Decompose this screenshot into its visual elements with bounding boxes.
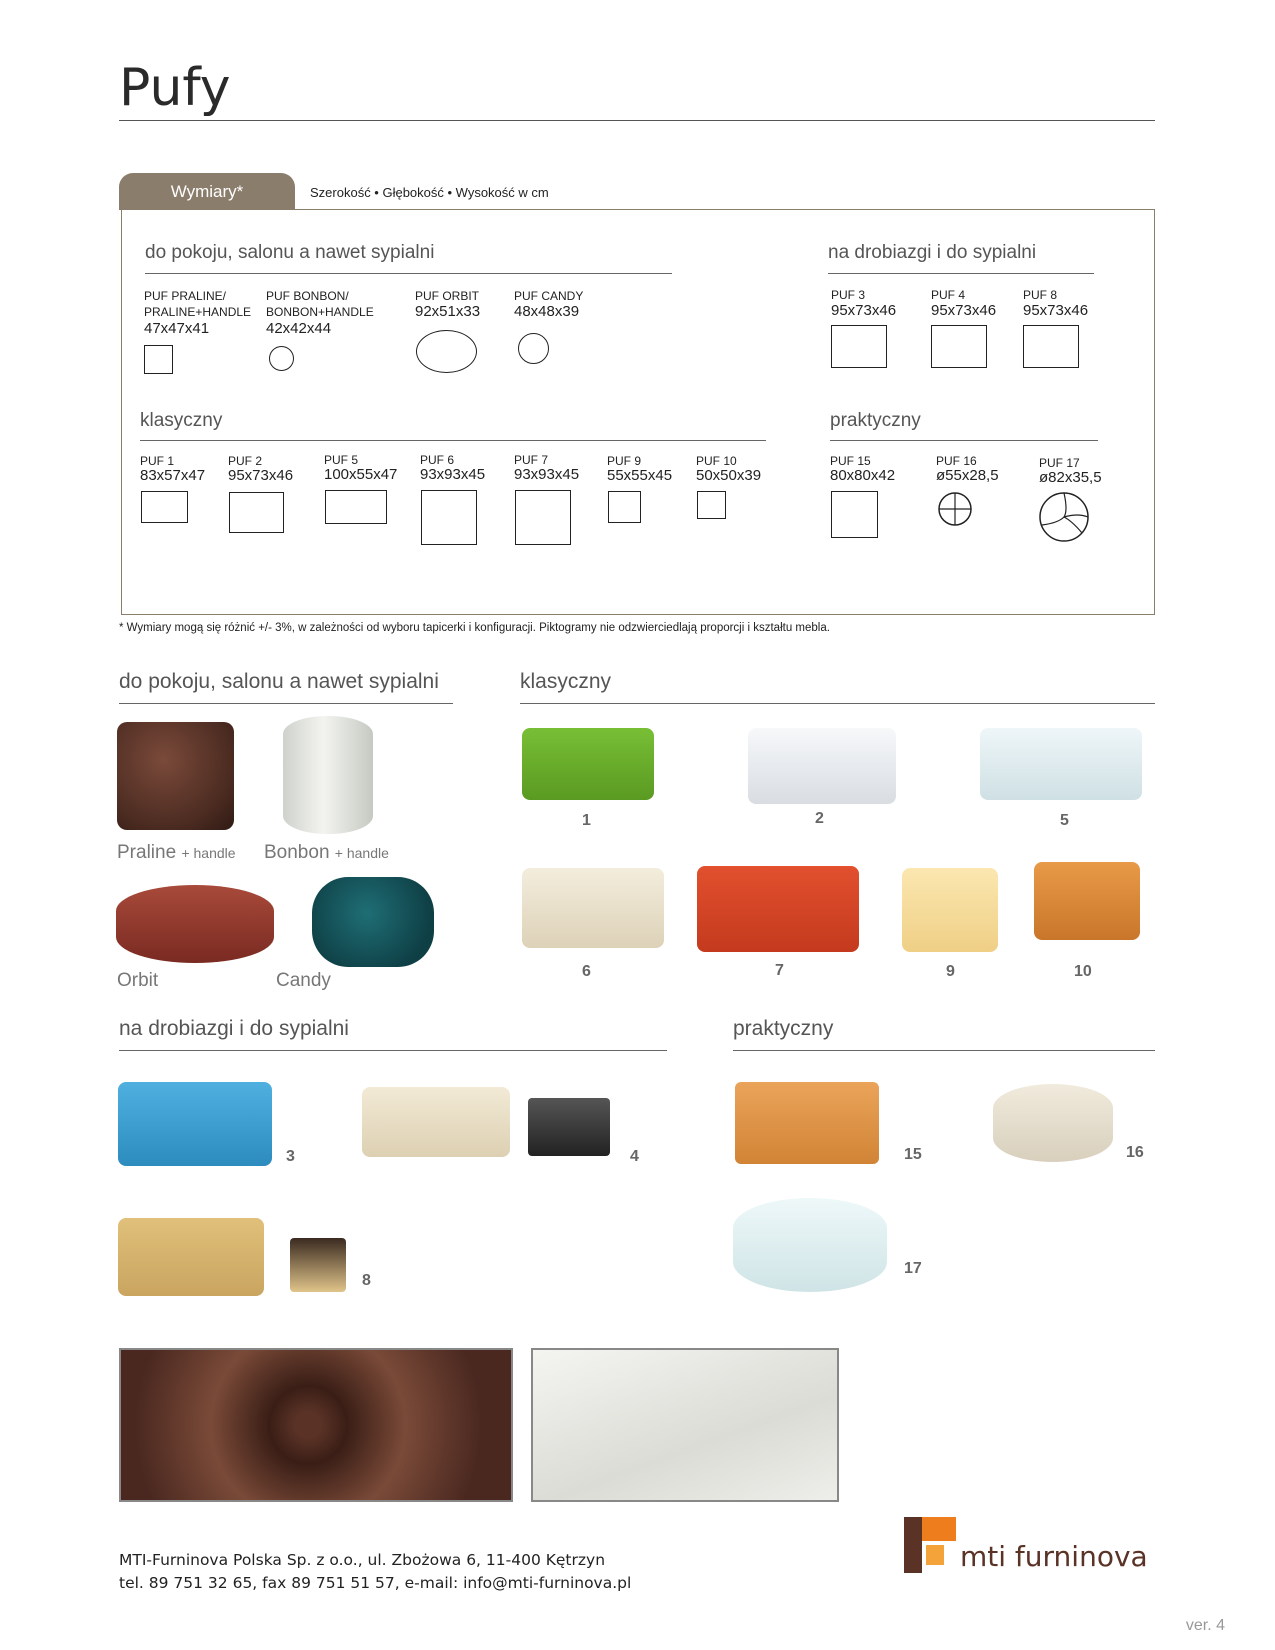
puf-9-number: 9 xyxy=(946,963,955,980)
puf-4-size: 95x73x46 xyxy=(931,302,997,319)
puf-4-open-photo xyxy=(528,1098,610,1156)
section-divider xyxy=(119,1050,667,1051)
puf-4-label: PUF 4 xyxy=(931,288,966,302)
puf-16-photo xyxy=(993,1084,1113,1162)
gallery-category-room: do pokoju, salonu a nawet sypialni xyxy=(119,670,439,693)
puf-17-size: ø82x35,5 xyxy=(1039,469,1102,486)
puf-bonbon-size: 42x42x44 xyxy=(266,320,332,337)
puf-8-open-photo xyxy=(290,1238,346,1292)
title-divider xyxy=(119,120,1155,121)
mti-furninova-logo-mark xyxy=(904,1517,956,1573)
version-label: ver. 4 xyxy=(1185,1617,1225,1634)
section-divider xyxy=(140,440,766,441)
dims-section-bedroom: na drobiazgi i do sypialni xyxy=(828,242,1037,263)
page-title: Pufy xyxy=(119,58,231,118)
rect-pictogram xyxy=(229,492,284,533)
dimensions-note: Szerokość • Głębokość • Wysokość w cm xyxy=(310,185,549,200)
puf-10-label: PUF 10 xyxy=(696,454,737,468)
puf-16-number: 16 xyxy=(1126,1144,1144,1161)
dims-section-classic: klasyczny xyxy=(140,410,223,431)
dimensions-tab: Wymiary* xyxy=(119,173,295,210)
puf-bonbon-label: PUF BONBON/ BONBON+HANDLE xyxy=(266,289,374,319)
puf-5-label: PUF 5 xyxy=(324,453,359,467)
leather-detail-photo xyxy=(119,1348,513,1502)
puf-6-size: 93x93x45 xyxy=(420,466,486,483)
square-pictogram xyxy=(831,491,878,538)
puf-6-number: 6 xyxy=(582,963,591,980)
rect-pictogram xyxy=(325,490,387,524)
puf-6-photo xyxy=(522,868,664,948)
puf-10-number: 10 xyxy=(1074,963,1092,980)
puf-17-label: PUF 17 xyxy=(1039,456,1080,470)
puf-7-size: 93x93x45 xyxy=(514,466,580,483)
puf-1-label: PUF 1 xyxy=(140,454,175,468)
puf-3-photo xyxy=(118,1082,272,1166)
puf-15-size: 80x80x42 xyxy=(830,467,896,484)
praline-caption: Praline + handle xyxy=(117,842,236,863)
rect-pictogram xyxy=(931,325,987,368)
rect-pictogram xyxy=(831,325,887,368)
puf-7-label: PUF 7 xyxy=(514,453,549,467)
puf-17-photo xyxy=(733,1198,887,1292)
round-pouf-pictogram xyxy=(1038,491,1090,543)
puf-10-photo xyxy=(1034,862,1140,940)
square-pictogram xyxy=(144,345,173,374)
section-divider xyxy=(828,273,1094,274)
puf-1-size: 83x57x47 xyxy=(140,467,206,484)
puf-9-photo xyxy=(902,868,998,952)
puf-1-number: 1 xyxy=(582,812,591,829)
mti-furninova-logo-text: mti furninova xyxy=(960,1540,1148,1573)
puf-4-photo xyxy=(362,1087,510,1157)
puf-orbit-label: PUF ORBIT xyxy=(415,289,480,303)
puf-4-number: 4 xyxy=(630,1148,639,1165)
handle-detail-photo xyxy=(531,1348,839,1502)
puf-5-number: 5 xyxy=(1060,812,1069,829)
puf-candy-size: 48x48x39 xyxy=(514,303,580,320)
round-pouf-pictogram xyxy=(937,491,973,527)
puf-8-size: 95x73x46 xyxy=(1023,302,1089,319)
dims-section-room: do pokoju, salonu a nawet sypialni xyxy=(145,242,435,263)
puf-3-size: 95x73x46 xyxy=(831,302,897,319)
bonbon-photo xyxy=(283,716,373,834)
puf-10-size: 50x50x39 xyxy=(696,467,762,484)
puf-praline-label: PUF PRALINE/ PRALINE+HANDLE xyxy=(144,289,252,319)
puf-3-number: 3 xyxy=(286,1148,295,1165)
rect-pictogram xyxy=(1023,325,1079,368)
oval-pictogram xyxy=(416,330,477,373)
puf-8-label: PUF 8 xyxy=(1023,288,1058,302)
puf-17-number: 17 xyxy=(904,1260,922,1277)
gallery-category-bedroom: na drobiazgi i do sypialni xyxy=(119,1017,349,1040)
praline-photo xyxy=(117,722,234,830)
gallery-category-classic: klasyczny xyxy=(520,670,612,693)
section-divider xyxy=(520,703,1155,704)
puf-15-photo xyxy=(735,1082,879,1164)
puf-15-number: 15 xyxy=(904,1146,922,1163)
puf-6-label: PUF 6 xyxy=(420,453,455,467)
puf-2-number: 2 xyxy=(815,810,824,827)
puf-7-photo xyxy=(697,866,859,952)
candy-photo xyxy=(312,877,434,967)
section-divider xyxy=(733,1050,1155,1051)
puf-orbit-size: 92x51x33 xyxy=(415,303,481,320)
puf-2-photo xyxy=(748,728,896,804)
gallery-category-practical: praktyczny xyxy=(733,1017,834,1040)
puf-5-size: 100x55x47 xyxy=(324,466,398,483)
circle-pictogram xyxy=(269,346,294,371)
puf-5-photo xyxy=(980,728,1142,800)
square-pictogram xyxy=(608,491,641,523)
bonbon-caption: Bonbon + handle xyxy=(264,842,389,863)
orbit-photo xyxy=(116,885,274,963)
dimensions-panel xyxy=(121,209,1155,615)
circle-pictogram xyxy=(518,333,549,364)
dimensions-footnote: * Wymiary mogą się różnić +/- 3%, w zależności od wyboru tapicerki i konfiguracji. Piktogramy nie odzwierciedlają proporcji i kształtu mebla. xyxy=(119,622,830,634)
orbit-caption: Orbit xyxy=(117,970,159,991)
puf-15-label: PUF 15 xyxy=(830,454,871,468)
puf-praline-size: 47x47x41 xyxy=(144,320,210,337)
puf-3-label: PUF 3 xyxy=(831,288,866,302)
square-pictogram xyxy=(421,490,477,545)
puf-8-number: 8 xyxy=(362,1272,371,1289)
rect-pictogram xyxy=(141,491,188,523)
puf-16-label: PUF 16 xyxy=(936,454,977,468)
section-divider xyxy=(830,440,1098,441)
puf-7-number: 7 xyxy=(775,962,784,979)
section-divider xyxy=(119,703,453,704)
section-divider xyxy=(145,273,672,274)
candy-caption: Candy xyxy=(276,970,331,991)
square-pictogram xyxy=(697,491,726,519)
company-address: MTI-Furninova Polska Sp. z o.o., ul. Zbożowa 6, 11-400 Kętrzyn tel. 89 751 32 65, fax 89 751 51 57, e-mail: info@mti-furninova.pl xyxy=(119,1551,632,1592)
puf-candy-label: PUF CANDY xyxy=(514,289,584,303)
square-pictogram xyxy=(515,490,571,545)
puf-2-label: PUF 2 xyxy=(228,454,263,468)
puf-2-size: 95x73x46 xyxy=(228,467,294,484)
dims-section-practical: praktyczny xyxy=(830,410,921,431)
puf-8-photo xyxy=(118,1218,264,1296)
puf-1-photo xyxy=(522,728,654,800)
puf-9-size: 55x55x45 xyxy=(607,467,673,484)
puf-9-label: PUF 9 xyxy=(607,454,642,468)
puf-16-size: ø55x28,5 xyxy=(936,467,999,484)
